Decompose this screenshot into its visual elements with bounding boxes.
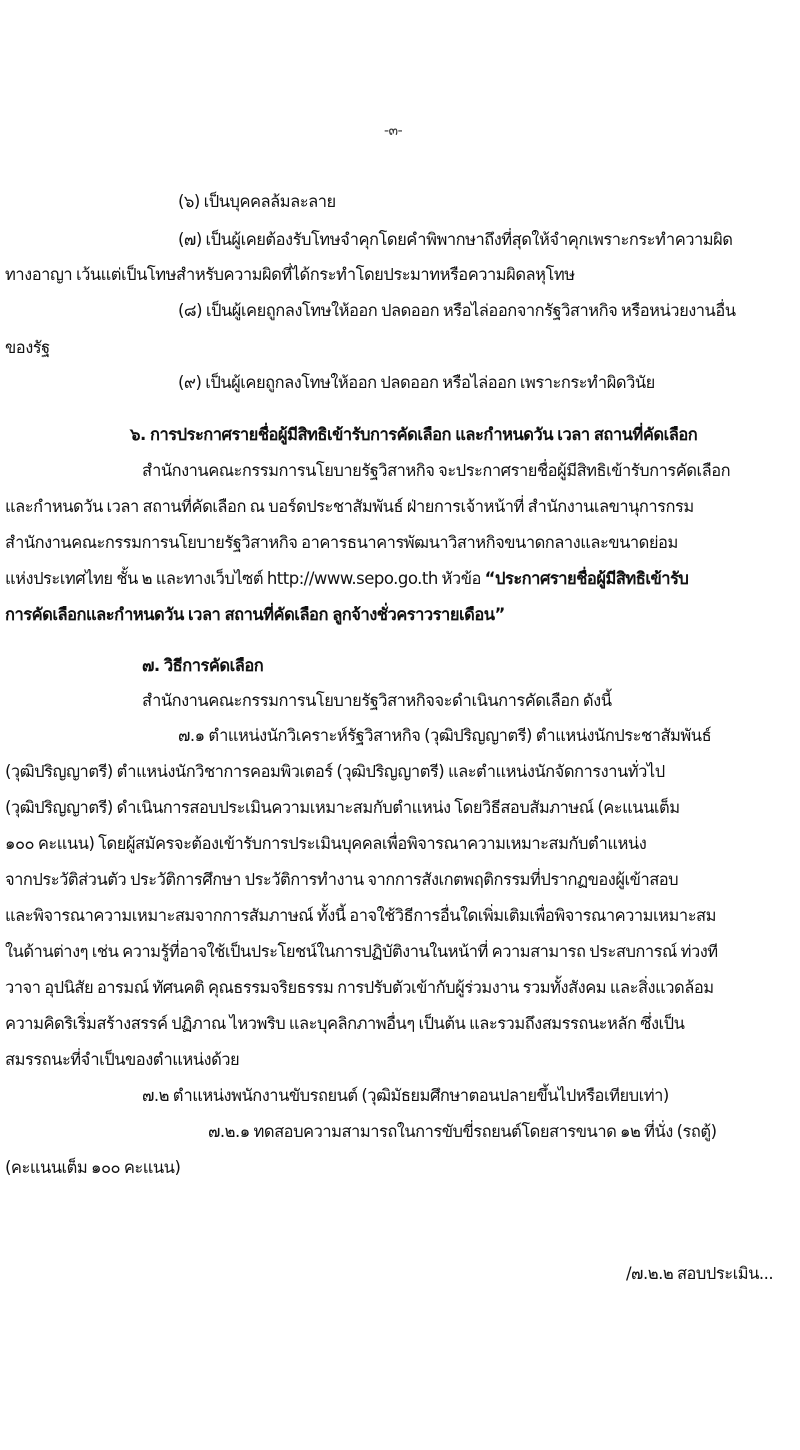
item-8-line-1: (๘) เป็นผู้เคยถูกลงโทษให้ออก ปลดออก หรือไล่ออกจากรัฐวิสาหกิจ หรือหน่วยงานอื่น — [178, 301, 736, 320]
para-7-1-line-7: ในด้านต่างๆ เช่น ความรู้ที่อาจใช้เป็นประโยชน์ในการปฏิบัติงานในหน้าที่ ความสามารถ ประสบการณ์ ท่วงที — [5, 942, 718, 961]
para-7-2: ๗.๒ ตำแหน่งพนักงานขับรถยนต์ (วุฒิมัธยมศึกษาตอนปลายขึ้นไปหรือเทียบเท่า) — [142, 1086, 669, 1105]
para-7-1-line-9: ความคิดริเริ่มสร้างสรรค์ ปฏิภาณ ไหวพริบ และบุคลิกภาพอื่นๆ เป็นต้น และรวมถึงสมรรถนะหลัก ซึ่งเป็น — [5, 1014, 685, 1033]
para-7-1-line-8: วาจา อุปนิสัย อารมณ์ ทัศนคติ คุณธรรมจริยธรรม การปรับตัวเข้ากับผู้ร่วมงาน รวมทั้งสังคม และสิ่งแวดล้อม — [5, 978, 714, 997]
para-7-2-1-line-2: (คะแนนเต็ม ๑๐๐ คะแนน) — [5, 1158, 181, 1177]
item-8-line-2: ของรัฐ — [5, 338, 50, 357]
para-7-1-line-6: และพิจารณาความเหมาะสมจากการสัมภาษณ์ ทั้งนี้ อาจใช้วิธีการอื่นใดเพิ่มเติมเพื่อพิจารณาความเหมาะสม — [5, 906, 716, 925]
para-7-1-line-10: สมรรถนะที่จำเป็นของตำแหน่งด้วย — [5, 1050, 240, 1069]
item-9: (๙) เป็นผู้เคยถูกลงโทษให้ออก ปลดออก หรือไล่ออก เพราะกระทำผิดวินัย — [178, 373, 655, 392]
section-6-line-4 — [5, 568, 688, 590]
item-7-line-1: (๗) เป็นผู้เคยต้องรับโทษจำคุกโดยคำพิพากษาถึงที่สุดให้จำคุกเพราะกระทำความผิด — [178, 230, 733, 249]
section-7-intro: สำนักงานคณะกรรมการนโยบายรัฐวิสาหกิจจะดำเนินการคัดเลือก ดังนี้ — [142, 691, 612, 710]
continuation-note: /๗.๒.๒ สอบประเมิน... — [626, 1264, 774, 1283]
item-6: (๖) เป็นบุคคลล้มละลาย — [178, 192, 336, 211]
para-7-1-line-2: (วุฒิปริญญาตรี) ตำแหน่งนักวิชาการคอมพิวเตอร์ (วุฒิปริญญาตรี) และตำแหน่งนักจัดการงานทั่วไป — [5, 762, 665, 781]
para-7-2-1-line-1: ๗.๒.๑ ทดสอบความสามารถในการขับขี่รถยนต์โดยสารขนาด ๑๒ ที่นั่ง (รถตู้) — [208, 1122, 717, 1141]
section-6-line-4-text: แห่งประเทศไทย ชั้น ๒ และทางเว็บไซต์ http://www.sepo.go.th หัวข้อ — [5, 569, 485, 588]
section-6-heading: ๖. การประกาศรายชื่อผู้มีสิทธิเข้ารับการคัดเลือก และกำหนดวัน เวลา สถานที่คัดเลือก — [130, 425, 698, 444]
section-7-heading: ๗. วิธีการคัดเลือก — [142, 656, 264, 675]
announcement-title-part-2: การคัดเลือกและกำหนดวัน เวลา สถานที่คัดเลือก ลูกจ้างชั่วคราวรายเดือน” — [5, 605, 505, 624]
para-7-1-line-3: (วุฒิปริญญาตรี) ดำเนินการสอบประเมินความเหมาะสมกับตำแหน่ง โดยวิธีสอบสัมภาษณ์ (คะแนนเต็ม — [5, 798, 680, 817]
para-7-1-line-5: จากประวัติส่วนตัว ประวัติการศึกษา ประวัติการทำงาน จากการสังเกตพฤติกรรมที่ปรากฏของผู้เข้าสอบ — [5, 870, 679, 889]
section-6-line-1: สำนักงานคณะกรรมการนโยบายรัฐวิสาหกิจ จะประกาศรายชื่อผู้มีสิทธิเข้ารับการคัดเลือก — [142, 461, 731, 480]
item-7-line-2: ทางอาญา เว้นแต่เป็นโทษสำหรับความผิดที่ได้กระทำโดยประมาทหรือความผิดลหุโทษ — [5, 265, 575, 284]
section-6-line-3: สำนักงานคณะกรรมการนโยบายรัฐวิสาหกิจ อาคารธนาคารพัฒนาวิสาหกิจขนาดกลางและขนาดย่อม — [5, 533, 678, 552]
section-6-line-2: และกำหนดวัน เวลา สถานที่คัดเลือก ณ บอร์ดประชาสัมพันธ์ ฝ่ายการเจ้าหน้าที่ สำนักงานเลขานุการกรม — [5, 497, 694, 516]
announcement-title-part-1: “ประกาศรายชื่อผู้มีสิทธิเข้ารับ — [484, 569, 689, 588]
para-7-1-line-1: ๗.๑ ตำแหน่งนักวิเคราะห์รัฐวิสาหกิจ (วุฒิปริญญาตรี) ตำแหน่งนักประชาสัมพันธ์ — [178, 726, 712, 745]
para-7-1-line-4: ๑๐๐ คะแนน) โดยผู้สมัครจะต้องเข้ารับการประเมินบุคคลเพื่อพิจารณาความเหมาะสมกับตำแหน่ง — [5, 834, 647, 853]
page-number: -๓- — [384, 123, 403, 139]
